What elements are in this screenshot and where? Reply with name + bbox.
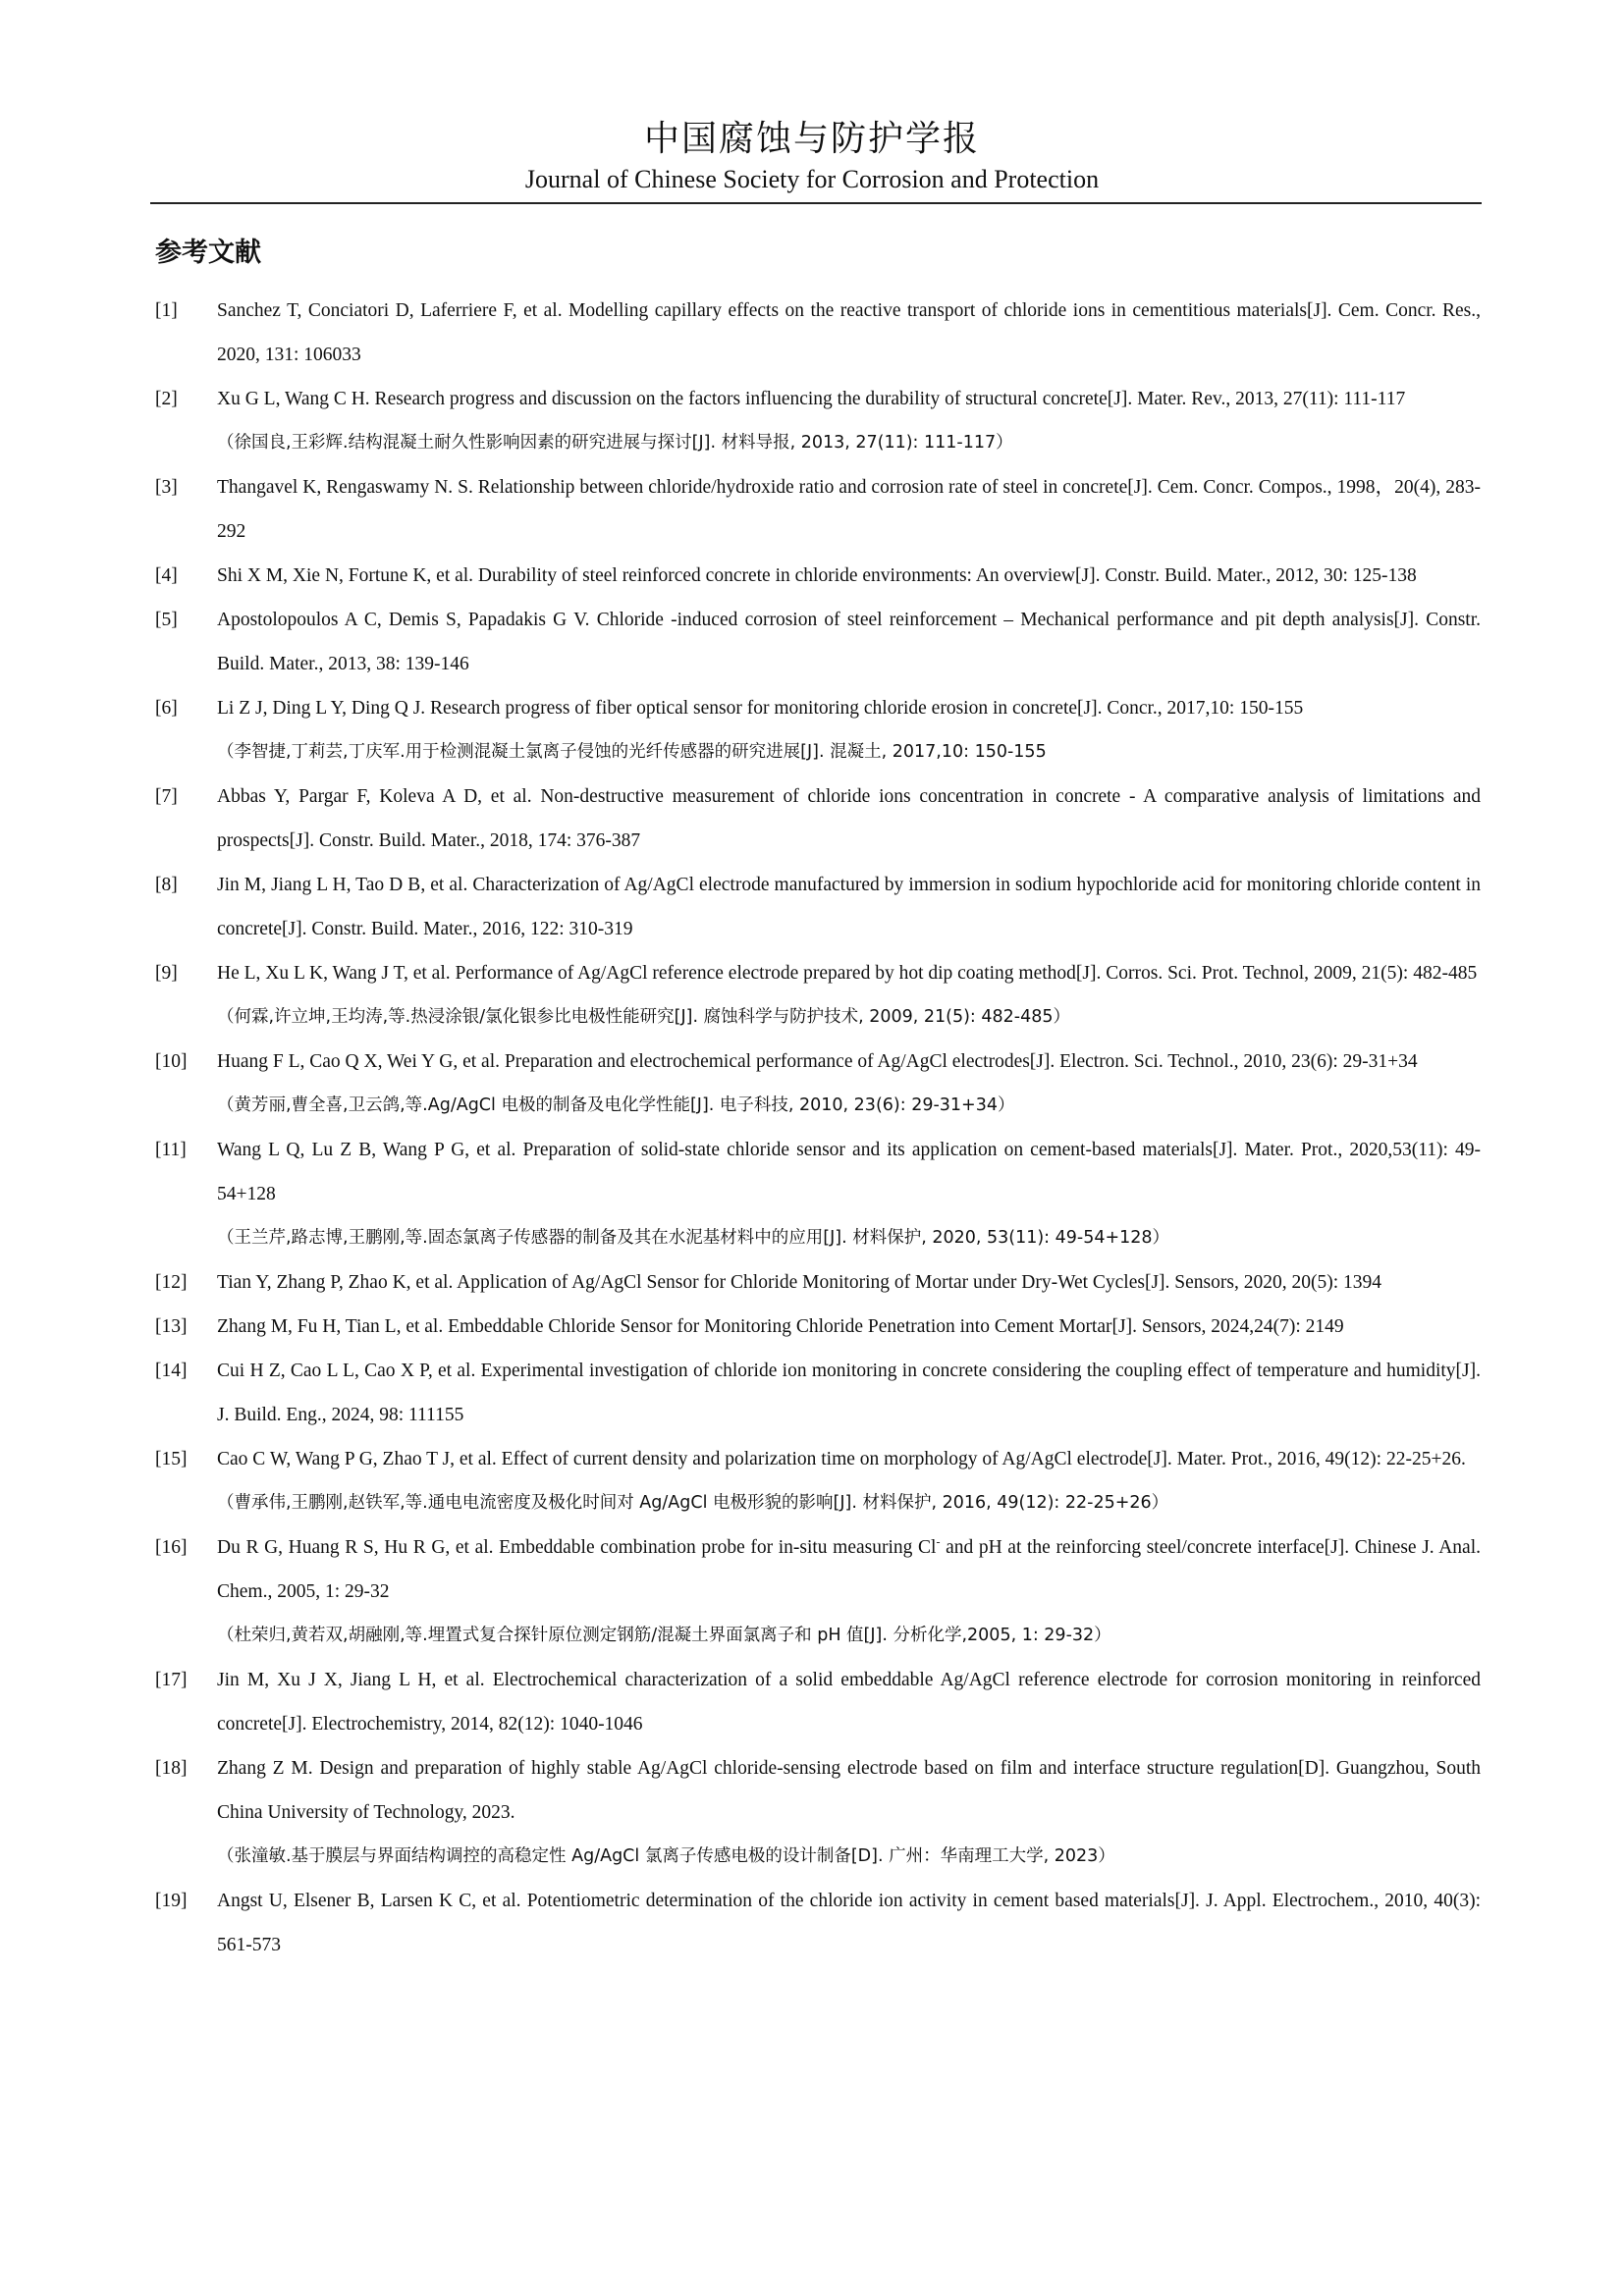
reference-text: Shi X M, Xie N, Fortune K, et al. Durability of steel reinforced concrete in chloride environments: An overview[J]. Constr. Build. Mater., 2012, 30: 125-138: [217, 565, 1417, 586]
reference-text: Cao C W, Wang P G, Zhao T J, et al. Effect of current density and polarization time on morphology of Ag/AgCl electrode[J]. Mater. Prot., 2016, 49(12): 22-25+26.: [217, 1449, 1466, 1469]
reference-text: He L, Xu L K, Wang J T, et al. Performance of Ag/AgCl reference electrode prepared by hot dip coating method[J]. Corros. Sci. Prot. Technol, 2009, 21(5): 482-485: [217, 963, 1478, 984]
reference-number: [17]: [155, 1670, 188, 1690]
reference-translation: （何霖,许立坤,王均涛,等.热浸涂银/氯化银参比电极性能研究[J]. 腐蚀科学与防护技术, 2009, 21(5): 482-485）: [217, 1007, 1071, 1027]
reference-item: [155, 951, 1481, 1040]
reference-number: [1]: [155, 300, 178, 321]
reference-number: [5]: [155, 610, 178, 630]
reference-number: [8]: [155, 875, 178, 895]
reference-text-part: Du R G, Huang R S, Hu R G, et al. Embeddable combination probe for in-situ measuring Cl: [217, 1537, 937, 1558]
reference-item: [155, 1525, 1481, 1658]
reference-text: Abbas Y, Pargar F, Koleva A D, et al. Non-destructive measurement of chloride ions concentration in concrete - A comparative analysis of limitations and prospects[J]. Constr. Build. Mater., 2018, 174: 376-387: [217, 786, 1481, 851]
reference-number: [19]: [155, 1891, 188, 1911]
reference-item: [155, 554, 1481, 598]
reference-text: Huang F L, Cao Q X, Wei Y G, et al. Preparation and electrochemical performance of Ag/AgCl electrodes[J]. Electron. Sci. Technol., 2010, 23(6): 29-31+34: [217, 1051, 1418, 1072]
reference-text: Li Z J, Ding L Y, Ding Q J. Research progress of fiber optical sensor for monitoring chloride erosion in concrete[J]. Concr., 2017,10: 150-155: [217, 698, 1304, 719]
superscript: -: [936, 1534, 941, 1549]
section-title: 参考文献: [155, 238, 261, 268]
reference-text: Apostolopoulos A C, Demis S, Papadakis G V. Chloride -induced corrosion of steel reinforcement – Mechanical performance and pit depth analysis[J]. Constr. Build. Mater., 2013, 38: 139-146: [217, 610, 1481, 674]
reference-number: [2]: [155, 389, 178, 409]
reference-number: [11]: [155, 1140, 187, 1160]
reference-text: Jin M, Jiang L H, Tao D B, et al. Characterization of Ag/AgCl electrode manufactured by immersion in sodium hypochloride acid for monitoring chloride content in concrete[J]. Constr. Build. Mater., 2016, 122: 310-319: [217, 875, 1481, 939]
reference-text: Xu G L, Wang C H. Research progress and discussion on the factors influencing the durability of structural concrete[J]. Mater. Rev., 2013, 27(11): 111-117: [217, 389, 1406, 409]
reference-item: [155, 774, 1481, 863]
reference-text: Sanchez T, Conciatori D, Laferriere F, et al. Modelling capillary effects on the reactive transport of chloride ions in cementitious materials[J]. Cem. Concr. Res., 2020, 131: 106033: [217, 300, 1481, 365]
reference-item: [155, 598, 1481, 686]
reference-number: [18]: [155, 1758, 188, 1779]
reference-translation: （杜荣归,黄若双,胡融刚,等.埋置式复合探针原位测定钢筋/混凝土界面氯离子和 pH 值[J]. 分析化学,2005, 1: 29-32）: [217, 1626, 1111, 1645]
reference-translation: （王兰芹,路志博,王鹏刚,等.固态氯离子传感器的制备及其在水泥基材料中的应用[J]. 材料保护, 2020, 53(11): 49-54+128）: [217, 1228, 1170, 1248]
reference-text: [217, 1525, 1481, 1614]
reference-translation: （黄芳丽,曹全喜,卫云鸽,等.Ag/AgCl 电极的制备及电化学性能[J]. 电子科技, 2010, 23(6): 29-31+34）: [217, 1095, 1015, 1115]
reference-text: Zhang M, Fu H, Tian L, et al. Embeddable Chloride Sensor for Monitoring Chloride Penetration into Cement Mortar[J]. Sensors, 2024,24(7): 2149: [217, 1316, 1344, 1337]
reference-translation: （曹承伟,王鹏刚,赵铁军,等.通电电流密度及极化时间对 Ag/AgCl 电极形貌的影响[J]. 材料保护, 2016, 49(12): 22-25+26）: [217, 1493, 1169, 1513]
reference-number: [7]: [155, 786, 178, 807]
reference-number: [9]: [155, 963, 178, 984]
reference-text: Wang L Q, Lu Z B, Wang P G, et al. Preparation of solid-state chloride sensor and its application on cement-based materials[J]. Mater. Prot., 2020,53(11): 49-54+128: [217, 1140, 1481, 1204]
reference-translation: （李智捷,丁莉芸,丁庆军.用于检测混凝土氯离子侵蚀的光纤传感器的研究进展[J]. 混凝土, 2017,10: 150-155: [217, 742, 1047, 762]
reference-text-part: and pH at the reinforcing steel/concrete interface[J]. Chinese J. Anal. Chem., 2005, 1: 29-32: [217, 1537, 1481, 1602]
journal-title-cn: 中国腐蚀与防护学报: [643, 119, 980, 159]
reference-text: Thangavel K, Rengaswamy N. S. Relationship between chloride/hydroxide ratio and corrosion rate of steel in concrete[J]. Cem. Concr. Compos., 1998，20(4), 283-292: [217, 477, 1481, 542]
reference-translation: （徐国良,王彩辉.结构混凝土耐久性影响因素的研究进展与探讨[J]. 材料导报, 2013, 27(11): 111-117）: [217, 433, 1013, 453]
reference-item: [155, 1437, 1481, 1525]
reference-item: [155, 1128, 1481, 1260]
reference-item: [155, 377, 1481, 465]
reference-number: [3]: [155, 477, 178, 498]
reference-item: [155, 289, 1481, 377]
page-header: [0, 116, 1624, 196]
journal-title-en: Journal of Chinese Society for Corrosion and Protection: [524, 165, 1100, 193]
reference-item: [155, 1349, 1481, 1437]
reference-number: [10]: [155, 1051, 188, 1072]
reference-number: [15]: [155, 1449, 188, 1469]
reference-text: Jin M, Xu J X, Jiang L H, et al. Electrochemical characterization of a solid embeddable Ag/AgCl reference electrode for corrosion monitoring in reinforced concrete[J]. Electrochemistry, 2014, 82(12): 1040-1046: [217, 1670, 1481, 1735]
reference-list: [155, 289, 1481, 1967]
reference-translation: （张潼敏.基于膜层与界面结构调控的高稳定性 Ag/AgCl 氯离子传感电极的设计制备[D]. 广州：华南理工大学, 2023）: [217, 1846, 1115, 1866]
reference-item: [155, 1746, 1481, 1879]
reference-number: [16]: [155, 1537, 188, 1558]
reference-number: [6]: [155, 698, 178, 719]
reference-item: [155, 1260, 1481, 1305]
header-rule: [150, 202, 1482, 204]
reference-item: [155, 1658, 1481, 1746]
reference-text: Cui H Z, Cao L L, Cao X P, et al. Experimental investigation of chloride ion monitoring in concrete considering the coupling effect of temperature and humidity[J]. J. Build. Eng., 2024, 98: 111155: [217, 1361, 1481, 1425]
reference-item: [155, 465, 1481, 554]
reference-item: [155, 1040, 1481, 1128]
reference-number: [12]: [155, 1272, 188, 1293]
reference-item: [155, 1305, 1481, 1349]
reference-item: [155, 1879, 1481, 1967]
reference-item: [155, 863, 1481, 951]
reference-number: [13]: [155, 1316, 188, 1337]
reference-text: Angst U, Elsener B, Larsen K C, et al. Potentiometric determination of the chloride ion activity in cement based materials[J]. J. Appl. Electrochem., 2010, 40(3): 561-573: [217, 1891, 1481, 1955]
reference-text: Tian Y, Zhang P, Zhao K, et al. Application of Ag/AgCl Sensor for Chloride Monitoring of Mortar under Dry-Wet Cycles[J]. Sensors, 2020, 20(5): 1394: [217, 1272, 1381, 1293]
reference-item: [155, 686, 1481, 774]
reference-number: [4]: [155, 565, 178, 586]
reference-text: Zhang Z M. Design and preparation of highly stable Ag/AgCl chloride-sensing electrode based on film and interface structure regulation[D]. Guangzhou, South China University of Technology, 2023.: [217, 1758, 1481, 1823]
reference-number: [14]: [155, 1361, 188, 1381]
